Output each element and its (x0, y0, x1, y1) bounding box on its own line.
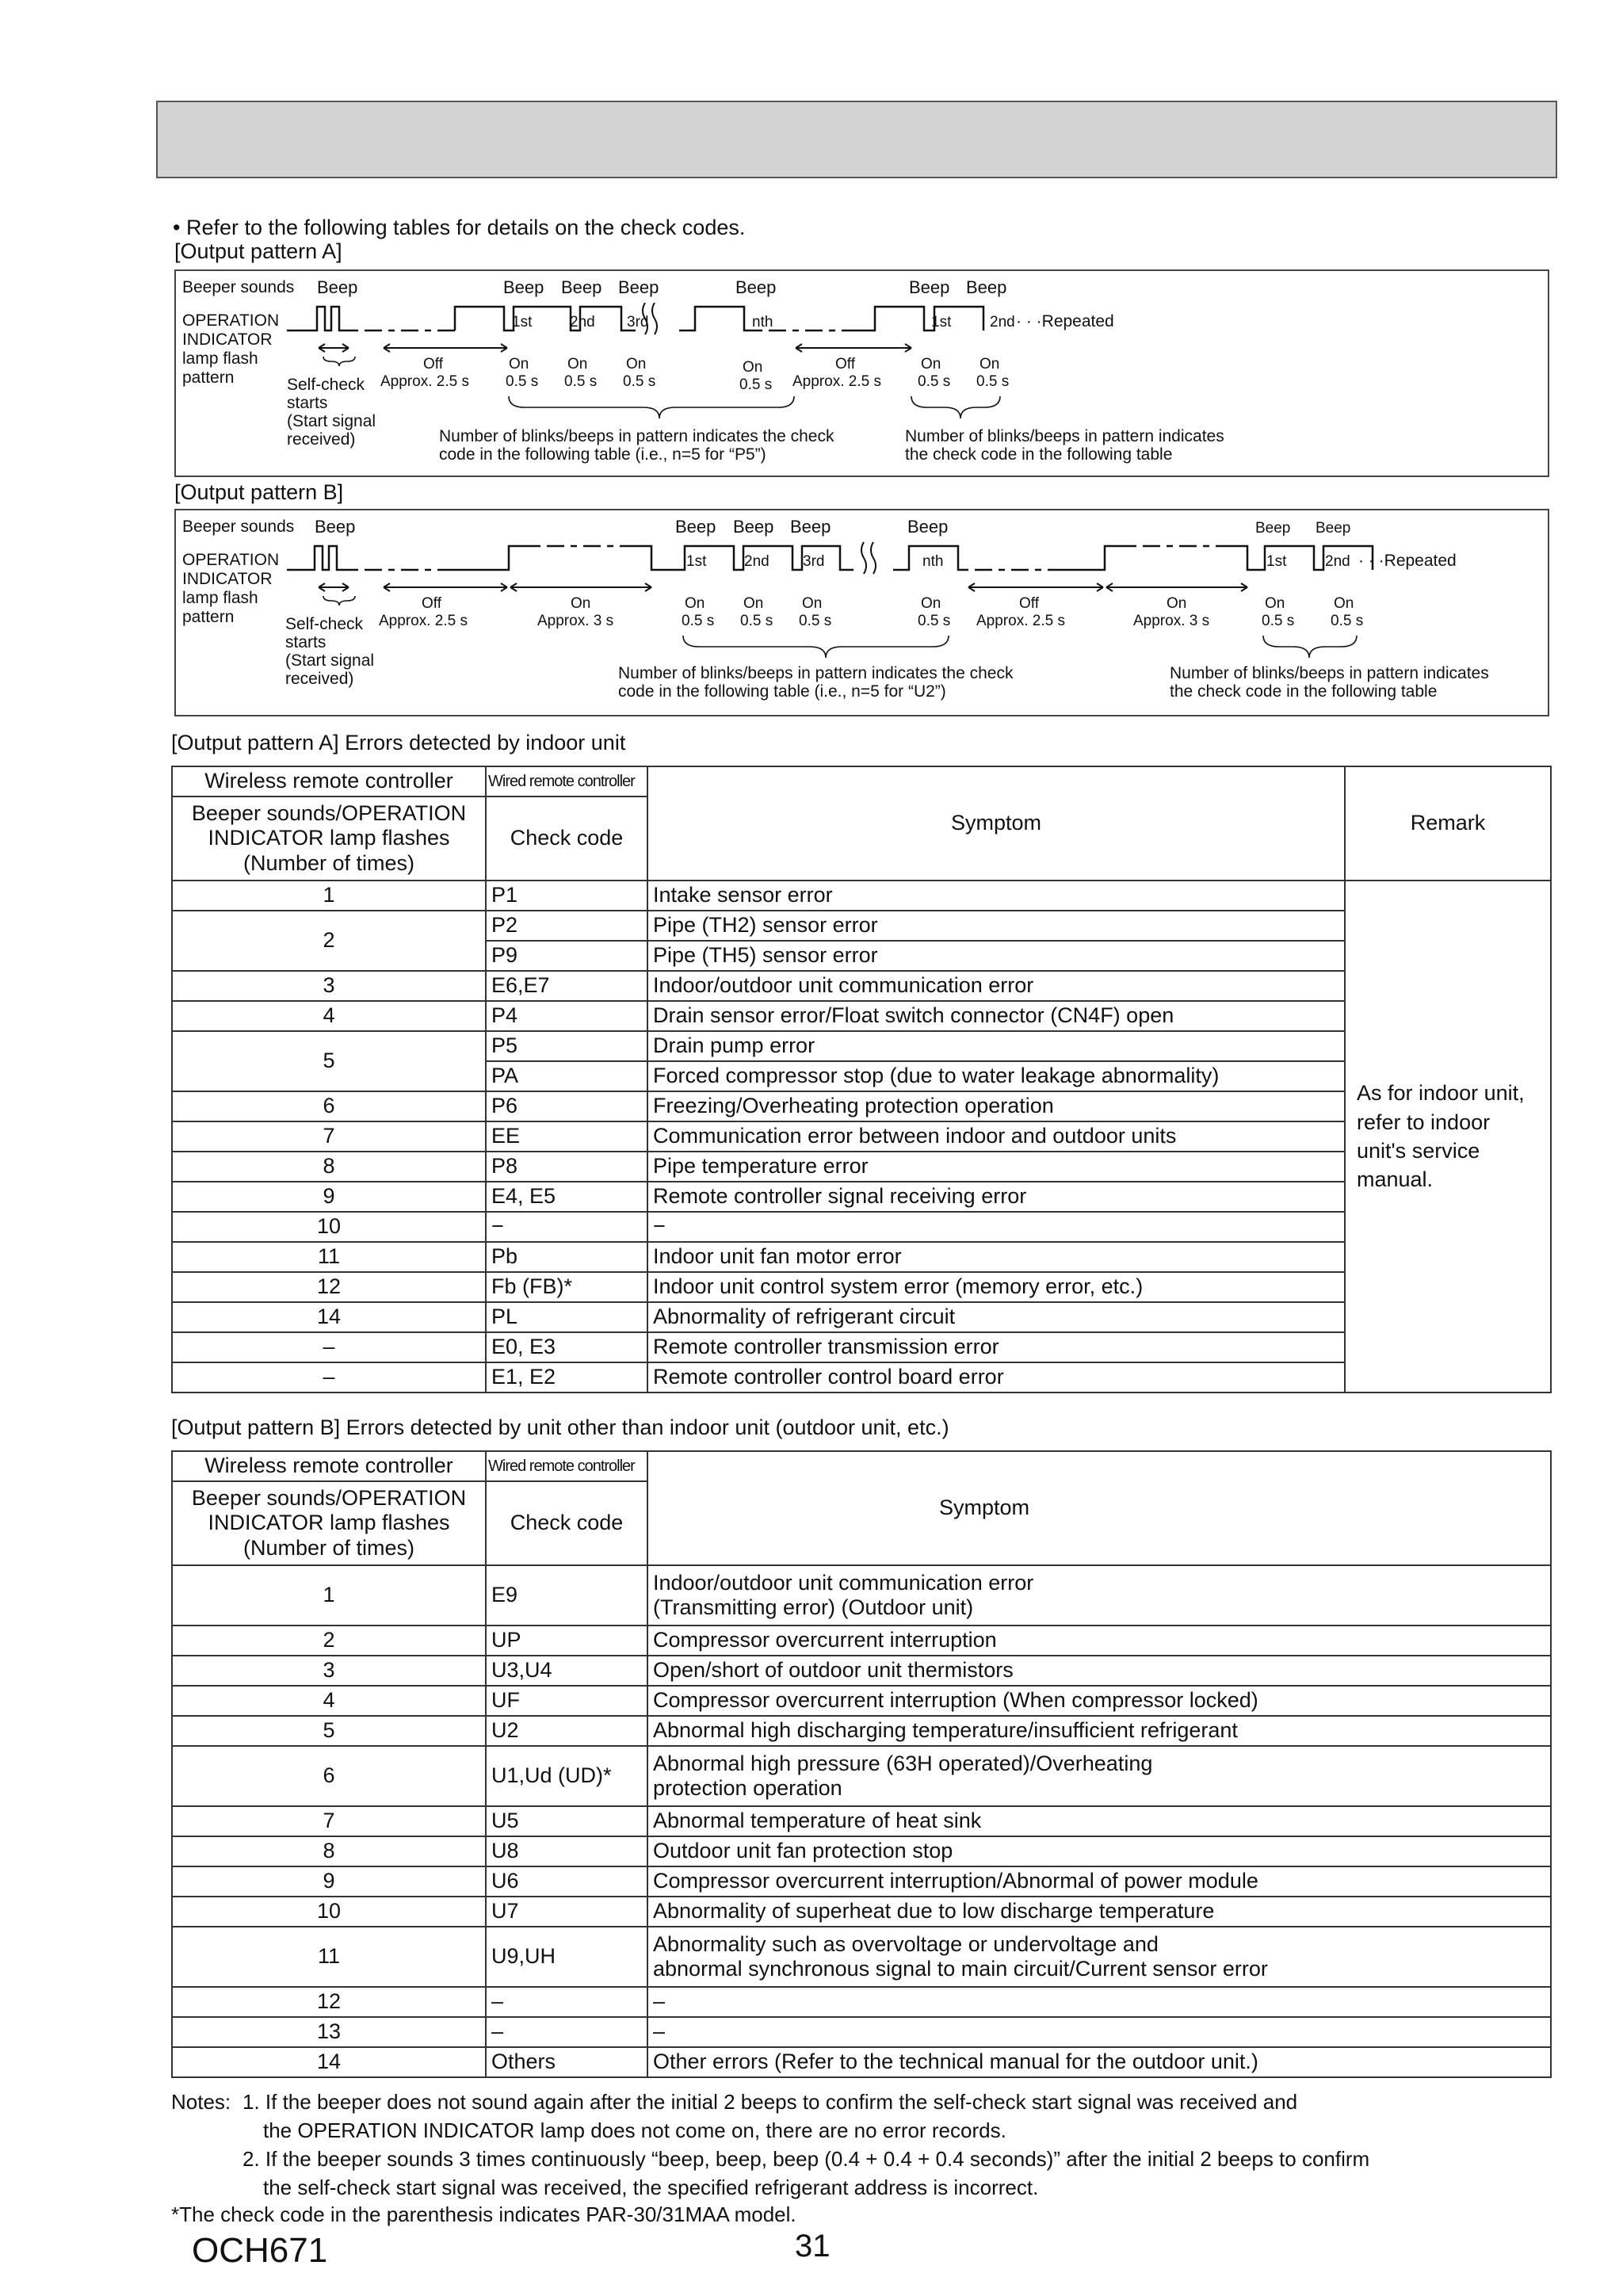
selfcheck-brace (323, 357, 355, 366)
table-row: 5 U2 Abnormal high discharging temperature/insufficient refrigerant (172, 1716, 1551, 1746)
on-label: On (802, 595, 823, 612)
ordinal-3rd: 3rd (627, 314, 649, 330)
duration-label: 0.5 s (739, 376, 773, 393)
table-row: – E1, E2 Remote controller control board error (172, 1362, 1551, 1392)
col-header-symptom: Symptom (647, 1451, 1551, 1565)
table-row: 12 – – (172, 1987, 1551, 2017)
remark-cell: As for indoor unit, refer to indoor unit's service manual. (1345, 881, 1551, 1392)
table-row: 6 U1,Ud (UD)* Abnormal high pressure (63H operated)/Overheating protection operation (172, 1746, 1551, 1806)
table-row: 5 P5 Drain pump error (172, 1031, 1551, 1061)
beep-label: Beep (503, 277, 544, 297)
pattern-note: code in the following table (i.e., n=5 for “U2”) (618, 682, 946, 701)
beep-label: Beep (317, 277, 358, 297)
table-row: 3 E6,E7 Indoor/outdoor unit communication error (172, 971, 1551, 1001)
col-header-check-code: Check code (486, 797, 647, 881)
note-1-cont: the OPERATION INDICATOR lamp does not come on, there are no error records. (263, 2118, 1006, 2142)
error-table-outdoor (171, 1450, 1552, 2078)
duration-label: 0.5 s (976, 373, 1010, 390)
on-label: On (980, 356, 1000, 372)
selfcheck-text: Self-check (285, 615, 364, 633)
duration-label: 0.5 s (740, 613, 773, 629)
operation-label: OPERATION (182, 551, 280, 569)
beep-label: Beep (315, 517, 356, 537)
approx-label: Approx. 2.5 s (792, 373, 881, 390)
table-row: 4 UF Compressor overcurrent interruption (When compressor locked) (172, 1686, 1551, 1716)
table-row: 6 P6 Freezing/Overheating protection operation (172, 1091, 1551, 1121)
off-label: Off (1019, 595, 1039, 612)
table-row: 13 – – (172, 2017, 1551, 2047)
col-header-wired: Wired remote controller (486, 766, 647, 797)
table-row: 4 P4 Drain sensor error/Float switch connector (CN4F) open (172, 1001, 1551, 1031)
selfcheck-brace (323, 596, 355, 606)
on-label: On (685, 595, 705, 612)
pattern-label: pattern (182, 608, 235, 626)
indicator-label: INDICATOR (182, 570, 273, 588)
table-row: 14 PL Abnormality of refrigerant circuit (172, 1302, 1551, 1332)
ordinal-1st: 1st (931, 314, 952, 330)
col-header-beeper: Beeper sounds/OPERATION INDICATOR lamp flashes (Number of times) (172, 1481, 486, 1565)
beep-label: Beep (735, 277, 777, 297)
lamp-waveform (287, 546, 1373, 570)
duration-label: 0.5 s (506, 373, 539, 390)
note-2-cont: the self-check start signal was received, the specified refrigerant address is incorrect. (263, 2176, 1039, 2199)
selfcheck-text: starts (287, 394, 328, 412)
on-label: On (743, 359, 763, 376)
on-label: On (921, 356, 941, 372)
ordinal-2nd: 2nd (744, 553, 769, 570)
pattern-a-diagram (174, 269, 1549, 477)
table-row: – E0, E3 Remote controller transmission error (172, 1332, 1551, 1362)
pattern-note: code in the following table (i.e., n=5 for “P5”) (439, 445, 766, 464)
duration-label: 0.5 s (918, 613, 951, 629)
pattern-note: the check code in the following table (1170, 682, 1438, 701)
note-2: 2. If the beeper sounds 3 times continuously “beep, beep, beep (0.4 + 0.4 + 0.4 seconds)” after the initial 2 beeps to confirm (242, 2147, 1370, 2171)
pattern-label: pattern (182, 369, 235, 387)
duration-label: 0.5 s (1262, 613, 1295, 629)
break-mark (861, 542, 876, 574)
pattern-note: Number of blinks/beeps in pattern indicates (905, 427, 1224, 445)
indicator-label: INDICATOR (182, 330, 273, 349)
table-row: 12 Fb (FB)* Indoor unit control system error (memory error, etc.) (172, 1272, 1551, 1302)
beep-label: Beep (790, 517, 831, 537)
notes-label: Notes: (171, 2090, 231, 2114)
on-label: On (567, 356, 588, 372)
off-label: Off (422, 595, 441, 612)
pattern-note: Number of blinks/beeps in pattern indicates (1170, 664, 1489, 682)
table-row: 2 UP Compressor overcurrent interruption (172, 1626, 1551, 1656)
ordinal-2nd: 2nd (990, 314, 1015, 330)
beep-label: Beep (733, 517, 774, 537)
on-label: On (1167, 595, 1187, 612)
pattern-note: Number of blinks/beeps in pattern indicates the check (618, 664, 1014, 682)
table-row: 7 U5 Abnormal temperature of heat sink (172, 1806, 1551, 1836)
table-row: 3 U3,U4 Open/short of outdoor unit thermistors (172, 1656, 1551, 1686)
approx-label: Approx. 3 s (537, 613, 614, 629)
group-braces (509, 396, 1000, 418)
selfcheck-text: (Start signal (285, 651, 375, 670)
lamp-label: lamp flash (182, 350, 258, 368)
table-b-title: [Output pattern B] Errors detected by unit other than indoor unit (outdoor unit, etc.) (171, 1415, 949, 1439)
col-header-wireless: Wireless remote controller (172, 766, 486, 797)
duration-label: 0.5 s (682, 613, 715, 629)
selfcheck-text: received) (287, 430, 356, 449)
duration-label: 0.5 s (918, 373, 951, 390)
table-row: 1 P1 Intake sensor error As for indoor unit, refer to indoor unit's service manual. (172, 881, 1551, 911)
note-1: 1. If the beeper does not sound again after the initial 2 beeps to confirm the self-check start signal was received and (242, 2090, 1298, 2114)
table-row: 10 U7 Abnormality of superheat due to low discharge temperature (172, 1897, 1551, 1927)
on-label: On (1334, 595, 1354, 612)
col-header-wireless: Wireless remote controller (172, 1451, 486, 1481)
approx-label: Approx. 2.5 s (380, 373, 469, 390)
pattern-a-title: [Output pattern A] (174, 239, 342, 263)
col-header-wired: Wired remote controller (486, 1451, 647, 1481)
on-label: On (1265, 595, 1285, 612)
repeated-label: · · ·Repeated (1016, 312, 1114, 330)
table-row: 9 U6 Compressor overcurrent interruption/Abnormal of power module (172, 1866, 1551, 1897)
col-header-beeper: Beeper sounds/OPERATION INDICATOR lamp flashes (Number of times) (172, 797, 486, 881)
duration-label: 0.5 s (623, 373, 656, 390)
timing-arrows (319, 583, 1247, 591)
table-row: 8 U8 Outdoor unit fan protection stop (172, 1836, 1551, 1866)
pattern-note: Number of blinks/beeps in pattern indicates the check (439, 427, 834, 445)
beep-label: Beep (966, 277, 1007, 297)
on-label: On (571, 595, 591, 612)
table-a-title: [Output pattern A] Errors detected by indoor unit (171, 731, 626, 755)
col-header-symptom: Symptom (647, 766, 1345, 881)
selfcheck-text: Self-check (287, 376, 365, 394)
beeper-label: Beeper sounds (182, 518, 295, 536)
ordinal-nth: nth (922, 553, 944, 570)
ordinal-2nd: 2nd (1325, 553, 1350, 570)
table-row: PA Forced compressor stop (due to water leakage abnormality) (172, 1061, 1551, 1091)
duration-label: 0.5 s (799, 613, 832, 629)
beep-label: Beep (675, 517, 716, 537)
ordinal-1st: 1st (686, 553, 707, 570)
ordinal-1st: 1st (1266, 553, 1287, 570)
approx-label: Approx. 3 s (1133, 613, 1210, 629)
error-table-indoor (171, 766, 1552, 1393)
ordinal-1st: 1st (512, 314, 533, 330)
beep-label: Beep (618, 277, 659, 297)
table-row: 9 E4, E5 Remote controller signal receiving error (172, 1182, 1551, 1212)
beep-label: Beep (561, 277, 602, 297)
group-braces (683, 636, 1357, 658)
table-row: 8 P8 Pipe temperature error (172, 1152, 1551, 1182)
selfcheck-text: starts (285, 633, 327, 651)
pattern-b-title: [Output pattern B] (174, 480, 344, 504)
model-code: OCH671 (192, 2231, 328, 2270)
table-row: 11 Pb Indoor unit fan motor error (172, 1242, 1551, 1272)
page-number: 31 (795, 2229, 831, 2264)
on-label: On (626, 356, 647, 372)
off-label: Off (423, 356, 443, 372)
repeated-label: · · ·Repeated (1358, 552, 1457, 570)
approx-label: Approx. 2.5 s (976, 613, 1065, 629)
table-row: 2 P2 Pipe (TH2) sensor error (172, 911, 1551, 941)
beep-label: Beep (909, 277, 950, 297)
selfcheck-text: received) (285, 670, 354, 688)
intro-text: • Refer to the following tables for details on the check codes. (173, 216, 746, 239)
table-row: P9 Pipe (TH5) sensor error (172, 941, 1551, 971)
selfcheck-text: (Start signal (287, 412, 376, 430)
col-header-remark: Remark (1345, 766, 1551, 881)
beeper-label: Beeper sounds (182, 278, 295, 296)
pattern-b-diagram (174, 509, 1549, 716)
col-header-check-code: Check code (486, 1481, 647, 1565)
footnote: *The check code in the parenthesis indicates PAR-30/31MAA model. (171, 2202, 796, 2226)
ordinal-nth: nth (752, 314, 773, 330)
lamp-label: lamp flash (182, 589, 258, 607)
duration-label: 0.5 s (564, 373, 598, 390)
on-label: On (509, 356, 529, 372)
on-label: On (921, 595, 941, 612)
page-header-bar (156, 101, 1557, 178)
beep-label: Beep (1255, 520, 1291, 537)
table-row: 1 E9 Indoor/outdoor unit communication error (Transmitting error) (Outdoor unit) (172, 1565, 1551, 1626)
duration-label: 0.5 s (1331, 613, 1364, 629)
beep-label: Beep (907, 517, 949, 537)
off-label: Off (835, 356, 855, 372)
operation-label: OPERATION (182, 311, 280, 330)
ordinal-3rd: 3rd (803, 553, 825, 570)
ordinal-2nd: 2nd (570, 314, 595, 330)
table-row: 7 EE Communication error between indoor and outdoor units (172, 1121, 1551, 1152)
table-row: 14 Others Other errors (Refer to the technical manual for the outdoor unit.) (172, 2047, 1551, 2077)
table-row: 10 − − (172, 1212, 1551, 1242)
approx-label: Approx. 2.5 s (379, 613, 468, 629)
timing-arrows (319, 344, 911, 352)
on-label: On (743, 595, 764, 612)
beep-label: Beep (1316, 520, 1351, 537)
pattern-note: the check code in the following table (905, 445, 1173, 464)
table-row: 11 U9,UH Abnormality such as overvoltage or undervoltage and abnormal synchronous signal to main circuit/Current sensor error (172, 1927, 1551, 1987)
